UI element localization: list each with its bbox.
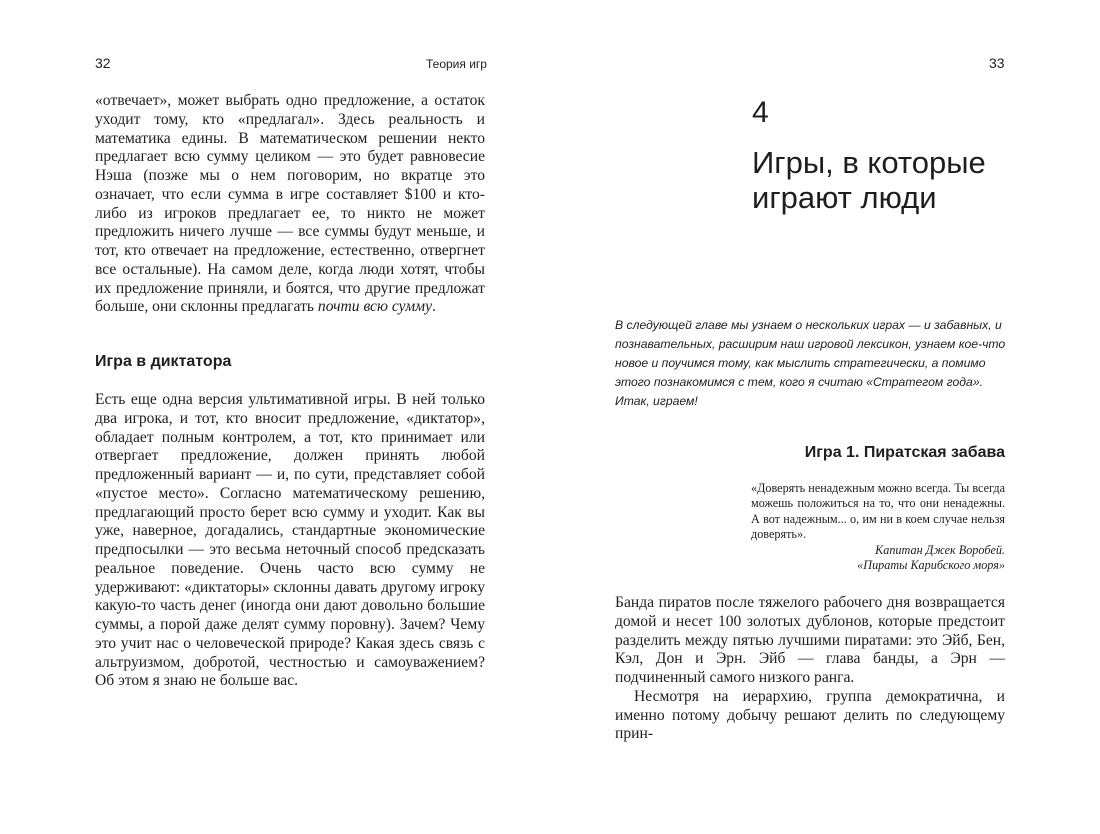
chapter-intro: В следующей главе мы узнаем о нескольких играх — и забавных, и познавательных, расширим наш игровой лексикон, узнаем кое-что новое и поучимся тому, как мыслить стратегически, а помимо этого познакомимся с тем, кого я считаю «Стратегом года». Итак, играем! [615,318,1006,408]
epigraph-source: «Пираты Карибского моря» [857,558,1005,573]
page-number-left: 32 [95,55,111,71]
left-paragraph-2-text: Есть еще одна версия ультимативной игры. В ней только два игрока, и тот, кто вносит предложение, «диктатор», обладает полным контролем, а тот, кто принимает или отвергает предложение, должен принять любой предложенный вариант — и, по сути, представляет собой «пустое место». Согласно математическому решению, предлагающий просто берет всю сумму и уходит. Как вы уже, наверное, догадались, стандартные экономические предпосылки — это весьма неточный способ предсказать реальное поведение. Очень часто всю сумму не удерживают: «диктаторы» склонны давать другому игроку какую-то часть денег (иногда они дают довольно большие суммы, а порой даже делят сумму поровну). Зачем? Чему это учит нас о человеческой природе? Какая здесь связь с альтруизмом, добротой, честностью и самоуважением? Об этом я знаю не больше вас. [95,391,485,690]
page-number-right: 33 [989,55,1005,71]
epigraph-author: Капитан Джек Воробей. [875,542,1005,557]
section-heading-dictator: Игра в диктатора [95,353,232,370]
right-paragraph-2: Несмотря на иерархию, группа демократична, и именно потому добычу решают делить по следующему прин- [615,687,1005,743]
running-head: Теория игр [426,57,487,71]
chapter-title: Игры, в которые играют люди [752,145,986,215]
chapter-number: 4 [752,96,769,129]
epigraph-quote: «Доверять ненадежным можно всегда. Ты всегда можешь положиться на то, что они ненадежны. А вот надежным... о, им ни в коем случае нельзя доверять». [751,481,1005,542]
left-paragraph-1 [95,92,485,317]
section-heading-pirates: Игра 1. Пиратская забава [804,444,1005,461]
left-paragraph-1-text: «отвечает», может выбрать одно предложение, а остаток уходит тому, кто «предлагал». Здесь реальность и математика едины. В математическом решении некто предлагает всю сумму целиком — это будет равновесие Нэша (позже мы о нем поговорим, но вкратце это означает, что если сумма в игре составляет $100 и кто-либо из игроков предлагает ее, то никто не может предложить ничего лучше — все суммы будут меньше, и тот, кто отвечает на предложение, естественно, отвергнет все остальные). На самом деле, когда люди хотят, чтобы их предложение приняли, и боятся, что другие предложат больше, они склонны предлагать [95,92,485,316]
epigraph [751,481,1005,573]
left-paragraph-1-emphasis: почти всю сумму [317,298,433,316]
right-body [615,594,1005,744]
left-paragraph-2 [95,391,485,691]
right-paragraph-1: Банда пиратов после тяжелого рабочего дня возвращается домой и несет 100 золотых дублонов, которые предстоит разделить между пятью лучшими пиратами: это Эйб, Бен, Кэл, Дон и Эрн. Эйб — глава банды, а Эрн — подчиненный самого низкого ранга. [615,594,1005,686]
left-paragraph-1-end: . [432,298,436,316]
